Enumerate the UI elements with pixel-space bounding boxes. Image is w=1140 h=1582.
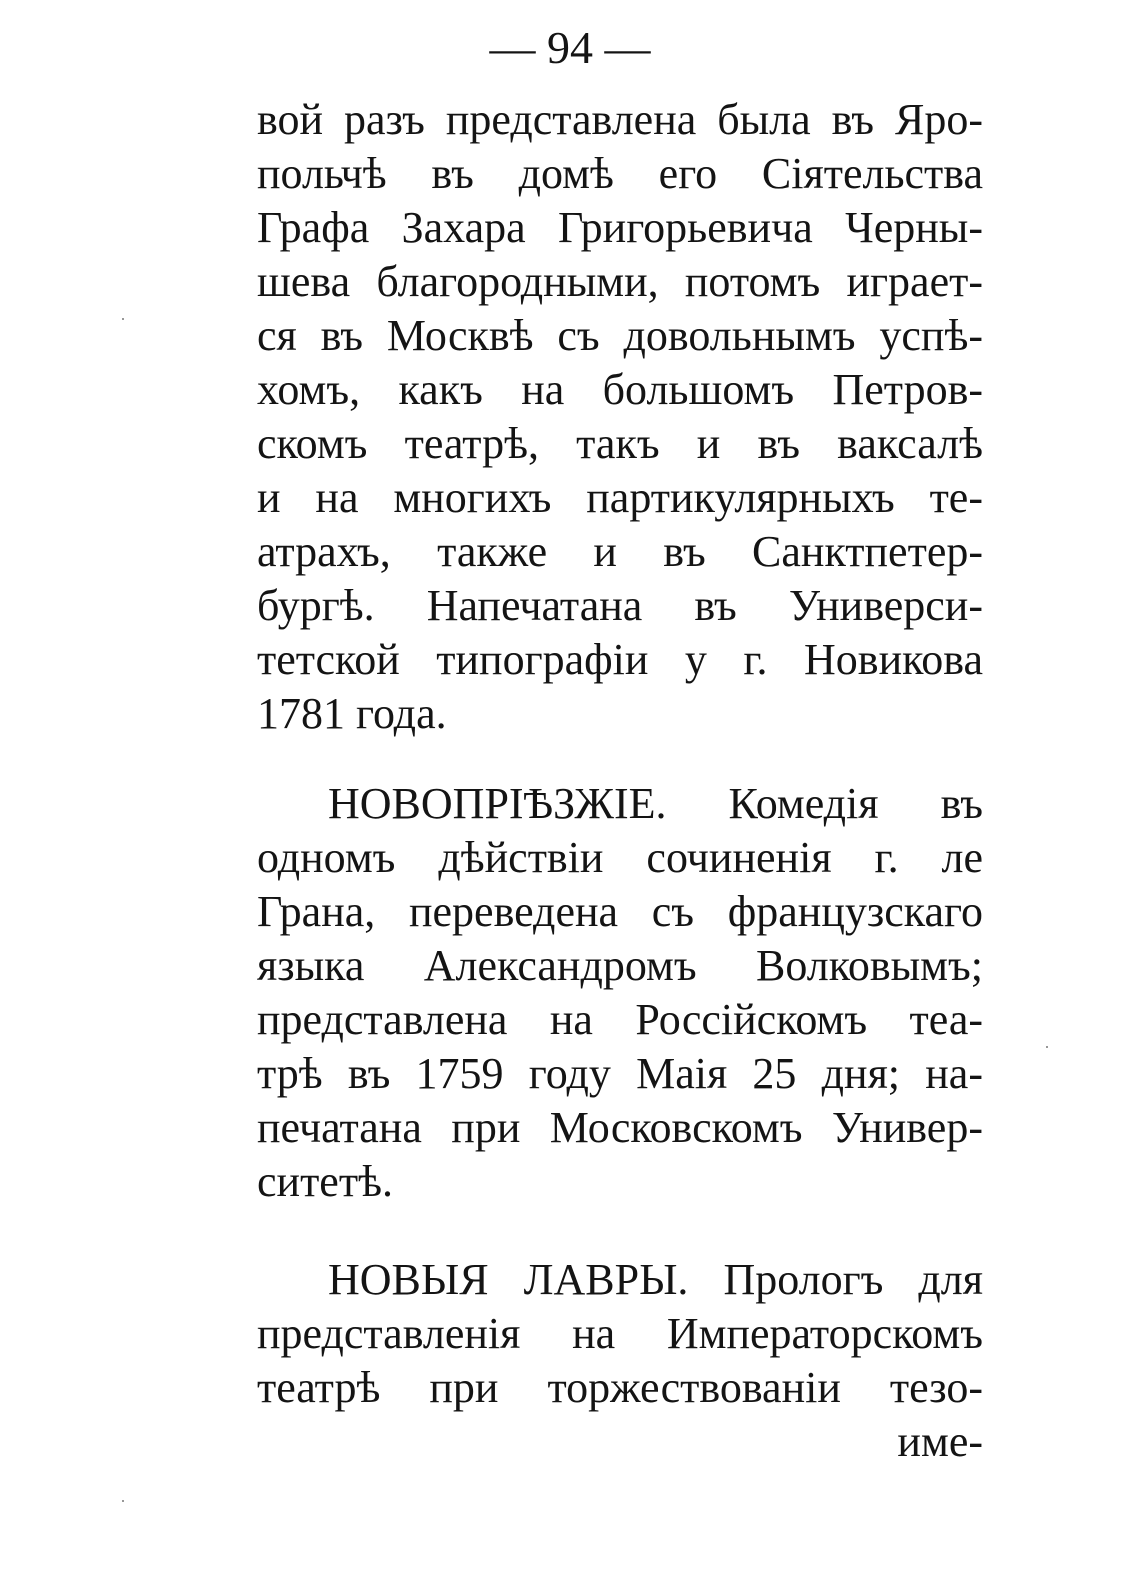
text-line: представленія на Императорскомъ <box>257 1309 983 1358</box>
entry-heading-line: НОВОПРІѢЗЖІЕ. Комедія въ <box>328 779 983 828</box>
catchword-line: име- <box>897 1417 983 1466</box>
text-line: тетской типографіи у г. Новикова <box>257 635 983 684</box>
text-line: языка Александромъ Волковымъ; <box>257 941 983 990</box>
text-line: ситетѣ. <box>257 1157 393 1206</box>
text-line: атрахъ, также и въ Санктпетер- <box>257 527 983 576</box>
text-line: польчѣ въ домѣ его Сіятельства <box>257 149 983 198</box>
text-line: Грана, переведена съ французскаго <box>257 887 983 936</box>
text-line: вой разъ представлена была въ Яро- <box>257 95 983 144</box>
text-line: шева благородными, потомъ играет- <box>257 257 983 306</box>
text-line: хомъ, какъ на большомъ Петров- <box>257 365 983 414</box>
scan-speck <box>122 318 124 320</box>
text-line: скомъ театрѣ, такъ и въ ваксалѣ <box>257 419 983 468</box>
text-line: Графа Захара Григорьевича Черны- <box>257 203 983 252</box>
entry-heading-line: НОВЫЯ ЛАВРЫ. Прологъ для <box>328 1255 983 1304</box>
text-line: театрѣ при торжествованіи тезо- <box>257 1363 983 1412</box>
page-number: — 94 — <box>489 22 651 73</box>
text-line: 1781 года. <box>257 689 447 738</box>
text-line: ся въ Москвѣ съ довольнымъ успѣ- <box>257 311 983 360</box>
scan-speck <box>1046 1046 1048 1048</box>
text-line: представлена на Россійскомъ теа- <box>257 995 983 1044</box>
text-line: одномъ дѣйствіи сочиненія г. ле <box>257 833 983 882</box>
scan-speck <box>122 1500 124 1502</box>
text-line: и на многихъ партикулярныхъ те- <box>257 473 983 522</box>
text-line: печатана при Московскомъ Универ- <box>257 1103 983 1152</box>
text-line: трѣ въ 1759 году Маія 25 дня; на- <box>257 1049 983 1098</box>
text-line: бургѣ. Напечатана въ Универси- <box>257 581 983 630</box>
